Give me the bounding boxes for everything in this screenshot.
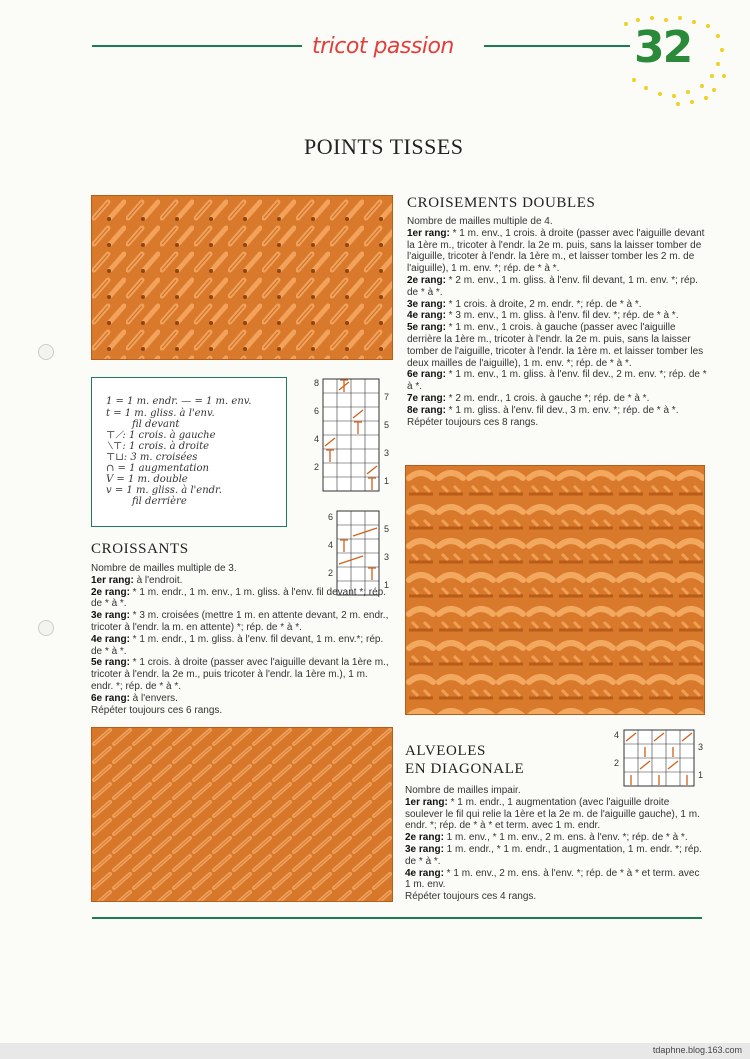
grid1-left-8: 8 <box>314 378 320 388</box>
row-text: à l'envers. <box>129 692 178 704</box>
legend-line-8 <box>106 474 188 485</box>
row <box>407 275 707 299</box>
legend-symbol-4: ⊤⟋: <box>106 430 126 441</box>
footer-rule <box>92 917 702 919</box>
grid3-left-2: 2 <box>614 758 620 768</box>
row-text: * 3 m. env., 1 m. gliss. à l'env. fil dev. *; rép. de * à *. <box>445 310 679 322</box>
brand-title: tricot passion <box>312 34 454 59</box>
legend-text-5: 1 crois. à droite <box>128 441 210 452</box>
row-text: * 2 m. env., 1 m. gliss. à l'env. fil devant, 1 m. env. *; rép. de * à *. <box>407 274 698 298</box>
row-text: * 1 m. gliss. à l'env. fil dev., 3 m. env. *; rép. de * à *. <box>445 404 679 416</box>
footer-url: tdaphne.blog.163.com <box>652 1045 742 1055</box>
row-text: * 1 m. env., 1 crois. à droite (passer avec l'aiguille devant la 1ère m., tricoter à l'endr. la 2e m. puis, sans la laisser tomber de l'aiguille, tricoter à l'endr. la 1ère m., et laisser tomber les 2 m. de l'aiguille), 1 m. env. *; rép. de * à *. <box>407 227 705 275</box>
grid1-right-3: 3 <box>384 448 390 458</box>
section-title-alveoles <box>405 742 524 778</box>
knit-photo-croisements <box>91 195 393 360</box>
binder-hole-middle <box>38 620 54 636</box>
legend-line-4 <box>106 430 216 441</box>
intro-alveoles: Nombre de mailles impair. <box>405 785 521 796</box>
row-label: 5e rang: <box>91 657 130 669</box>
legend-line-6 <box>106 452 197 463</box>
section-title-croissants: CROISSANTS <box>91 541 189 557</box>
grid2-right-1: 1 <box>384 580 390 590</box>
footer-bar <box>0 1043 750 1059</box>
outro-alveoles: Répéter toujours ces 4 rangs. <box>405 891 537 903</box>
knit-texture-3 <box>92 728 392 901</box>
section-title-alveoles-line1: ALVEOLES <box>405 743 486 759</box>
legend-line-1: 1 = 1 m. endr. — = 1 m. env. <box>106 396 252 407</box>
knit-photo-croissants <box>405 465 705 715</box>
knit-texture-1 <box>92 196 392 359</box>
knit-texture-2 <box>406 466 704 714</box>
row-text: * 1 crois. à droite, 2 m. endr. *; rép. de * à *. <box>445 298 642 310</box>
page-title: POINTS TISSES <box>304 134 464 159</box>
row <box>91 693 389 705</box>
row-label: 3e rang: <box>405 843 444 855</box>
legend-line-2: t = 1 m. gliss. à l'env. <box>106 408 215 419</box>
row <box>407 405 707 417</box>
legend-line-5 <box>106 441 209 452</box>
row-text: * 1 m. env., 1 m. gliss. à l'env. fil dev., 2 m. env. *; rép. de * à *. <box>407 369 707 393</box>
knit-photo-alveoles <box>91 727 393 902</box>
legend-symbol-6: ⊤⊔: <box>106 452 128 463</box>
row-text: * 1 m. endr., 1 m. env., 1 m. gliss. à l'env. fil devant *; rép. de * à *. <box>91 586 386 610</box>
grid2-left-6: 6 <box>328 512 334 522</box>
grid1-left-2: 2 <box>314 462 320 472</box>
instructions-croisements <box>407 216 707 428</box>
grid1-right-5: 5 <box>384 420 390 430</box>
outro-croissants: Répéter toujours ces 6 rangs. <box>91 704 223 716</box>
legend-text-9: 1 m. gliss. à l'endr. <box>126 485 222 496</box>
grid2-left-4: 4 <box>328 540 334 550</box>
row <box>407 322 707 369</box>
row-label: 1er rang: <box>407 227 450 239</box>
row-text: à l'endroit. <box>133 574 183 586</box>
section-title-alveoles-line2: EN DIAGONALE <box>405 761 525 777</box>
row-label: 3e rang: <box>91 610 130 622</box>
grid1-right-7: 7 <box>384 392 390 402</box>
row-text: * 3 m. croisées (mettre 1 m. en attente devant, 2 m. endr., tricoter à l'endr. la m. en attente) *; rép. de * à *. <box>91 610 389 633</box>
instructions-alveoles <box>405 785 707 903</box>
row <box>405 797 707 832</box>
row <box>91 575 389 587</box>
row <box>91 634 389 658</box>
row <box>407 393 707 405</box>
grid3-right-1: 1 <box>698 770 704 780</box>
row <box>405 868 707 892</box>
legend-symbol-7: ∩ = <box>106 463 126 474</box>
stitch-legend <box>91 377 287 527</box>
row <box>407 299 707 311</box>
row-label: 4e rang: <box>405 867 444 879</box>
row-label: 4e rang: <box>407 310 446 322</box>
row <box>407 369 707 393</box>
row-text: * 1 m. env., 2 m. ens. à l'env. *; rép. de * à * et term. avec 1 m. env. <box>405 867 700 891</box>
row-label: 1er rang: <box>91 574 134 586</box>
row-label: 6e rang: <box>407 369 446 381</box>
outro-croisements: Répéter toujours ces 8 rangs. <box>407 416 539 428</box>
binder-hole-top <box>38 344 54 360</box>
row <box>407 228 707 275</box>
grid1-left-4: 4 <box>314 434 320 444</box>
grid2-right-5: 5 <box>384 524 390 534</box>
row-label: 6e rang: <box>91 692 130 704</box>
row-label: 1er rang: <box>405 796 448 808</box>
row-text: * 1 m. env., 1 crois. à gauche (passer avec l'aiguille derrière la 1ère m., tricoter à l'endr. la 2e m. puis, sans la laisser tomber de l'aiguille, tricoter à l'endr. la 1ère m. et laisser tomber les deux mailles de l'aiguille), 1 m. env. *; rép. de * à *. <box>407 322 704 369</box>
row-text: * 1 m. endr., 1 m. gliss. à l'env. fil devant, 1 m. env.*; rép. de * à *. <box>91 633 384 657</box>
legend-text-7: 1 augmentation <box>129 463 209 474</box>
chart-grid-alveoles <box>623 729 695 787</box>
legend-line-10: fil derrière <box>132 496 187 507</box>
row-text: 1 m. env., * 1 m. env., 2 m. ens. à l'env. *; rép. de * à *. <box>443 832 688 844</box>
row-label: 3e rang: <box>407 298 446 310</box>
row <box>91 587 389 611</box>
legend-text-4: 1 crois. à gauche <box>128 430 216 441</box>
legend-text-8: 1 m. double <box>127 474 188 485</box>
row-text: 1 m. endr., * 1 m. endr., 1 augmentation, 1 m. endr. *; rép. de * à *. <box>405 843 702 867</box>
row <box>91 657 389 692</box>
row <box>407 310 707 322</box>
row-text: * 1 crois. à droite (passer avec l'aiguille devant la 1ère m., tricoter à l'endr. la 2e m., puis tricoter à l'endr. la 1ère m.), 1 m. endr. *; rép. de * à *. <box>91 657 389 692</box>
legend-line-7 <box>106 463 209 474</box>
grid1-right-1: 1 <box>384 476 390 486</box>
row <box>405 832 707 844</box>
row <box>91 610 389 634</box>
grid2-right-3: 3 <box>384 552 390 562</box>
intro-croissants: Nombre de mailles multiple de 3. <box>91 563 237 574</box>
page-number: 32 <box>634 22 692 73</box>
section-title-croisements: CROISEMENTS DOUBLES <box>407 195 596 211</box>
legend-line-3: fil devant <box>132 419 180 430</box>
instructions-croissants <box>91 563 389 716</box>
row-label: 4e rang: <box>91 633 130 645</box>
row-label: 7e rang: <box>407 392 446 404</box>
header-rule-right <box>484 45 630 47</box>
legend-text-6: 3 m. croisées <box>130 452 198 463</box>
row-text: * 2 m. endr., 1 crois. à gauche *; rép. de * à *. <box>445 392 650 404</box>
row <box>405 844 707 868</box>
row-text: * 1 m. endr., 1 augmentation (avec l'aiguille droite soulever le fil qui relie la 1ère et la 2e m. de l'aiguille gauche), 1 m. endr. *; rép. de * à * et term. avec 1 m. endr. <box>405 796 700 832</box>
row-label: 8e rang: <box>407 404 446 416</box>
grid3-right-3: 3 <box>698 742 704 752</box>
row-label: 2e rang: <box>407 274 446 286</box>
grid1-left-6: 6 <box>314 406 320 416</box>
header-rule-left <box>92 45 302 47</box>
legend-symbol-9: v = <box>106 485 124 496</box>
legend-symbol-5: ⟍⊤: <box>106 441 126 452</box>
row-label: 5e rang: <box>407 322 446 334</box>
legend-line-9 <box>106 485 222 496</box>
intro-croisements: Nombre de mailles multiple de 4. <box>407 216 553 227</box>
grid3-left-4: 4 <box>614 730 620 740</box>
legend-symbol-8: V = <box>106 474 125 485</box>
chart-grid-croisements <box>322 378 380 492</box>
grid2-left-2: 2 <box>328 568 334 578</box>
row-label: 2e rang: <box>405 832 444 844</box>
row-label: 2e rang: <box>91 586 130 598</box>
